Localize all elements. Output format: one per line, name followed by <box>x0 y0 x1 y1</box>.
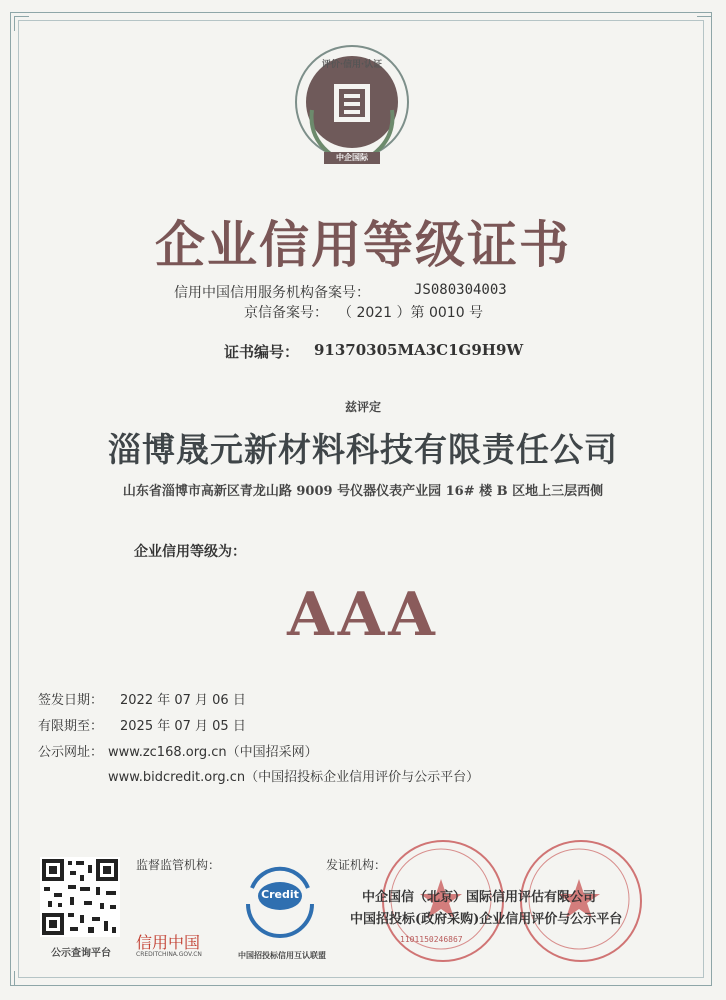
expiry-date-label: 有限期至： <box>38 719 104 734</box>
corner-ornament <box>697 971 712 986</box>
company-address: 山东省淄博市高新区青龙山路 9009 号仪器仪表产业园 16# 楼 B 区地上三层西侧 <box>122 484 604 499</box>
credit-alliance-caption: 中国招投标信用互认联盟 <box>238 950 326 960</box>
top-seal-bottom-text: 中企国际 <box>336 152 368 162</box>
assessed-label: 兹评定 <box>344 400 381 414</box>
rating-label: 企业信用等级为： <box>134 544 246 560</box>
credit-china-logo-text: 信用中国 <box>136 933 201 952</box>
public-site-label: 公示网址： <box>38 745 104 760</box>
corner-ornament <box>14 971 29 986</box>
stamp-number: 1101150246867 <box>400 935 463 944</box>
credit-alliance-badge: Credit <box>261 888 299 901</box>
registration-value-2: （ 2021 ）第 0010 号 <box>338 305 484 321</box>
issuer-line-2: 中国招投标(政府采购)企业信用评价与公示平台 <box>350 912 623 927</box>
supervision-label: 监督监管机构： <box>136 858 221 872</box>
registration-label-1: 信用中国信用服务机构备案号： <box>174 285 370 301</box>
issue-date-label: 签发日期： <box>38 693 104 708</box>
rating-value: AAA <box>287 580 439 650</box>
top-seal-text: 评价·信用·认证 <box>321 60 383 70</box>
qr-caption: 公示查询平台 <box>51 948 111 959</box>
registration-label-2: 京信备案号： <box>244 305 328 321</box>
issuer-line-1: 中企国信（北京）国际信用评估有限公司 <box>362 890 597 905</box>
expiry-date-value: 2025 年 07 月 05 日 <box>120 719 246 734</box>
cert-number-label: 证书编号： <box>224 343 300 361</box>
registration-value-1: JS080304003 <box>414 282 507 298</box>
corner-ornament <box>14 16 29 31</box>
issue-date-value: 2022 年 07 月 06 日 <box>120 693 246 708</box>
company-name: 淄博晟元新材料科技有限责任公司 <box>108 430 618 469</box>
cert-number-value: 91370305MA3C1G9H9W <box>314 341 524 359</box>
qr-code[interactable] <box>40 857 120 937</box>
public-site-url-2[interactable]: www.bidcredit.org.cn（中国招投标企业信用评价与公示平台） <box>108 770 480 785</box>
public-site-url-1[interactable]: www.zc168.org.cn（中国招采网） <box>108 745 318 760</box>
issuer-label: 发证机构： <box>326 858 387 872</box>
credit-china-url: CREDITCHINA.GOV.CN <box>136 951 202 958</box>
certificate-title: 企业信用等级证书 <box>155 216 571 274</box>
corner-ornament <box>697 16 712 31</box>
